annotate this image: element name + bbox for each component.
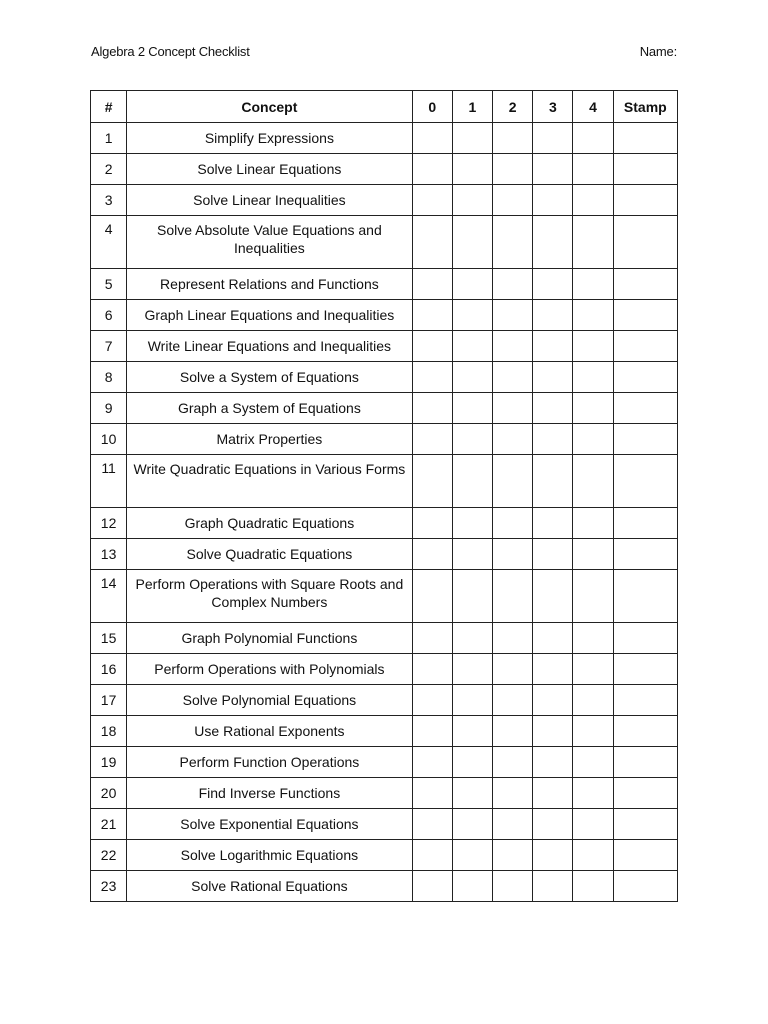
score-3-cell[interactable] xyxy=(533,778,573,809)
score-0-cell[interactable] xyxy=(412,685,452,716)
score-1-cell[interactable] xyxy=(452,716,492,747)
score-1-cell[interactable] xyxy=(452,809,492,840)
concept-cell: Solve Rational Equations xyxy=(127,871,412,902)
table-row xyxy=(91,747,678,778)
stamp-cell[interactable] xyxy=(613,154,677,185)
stamp-cell[interactable] xyxy=(613,300,677,331)
score-4-cell[interactable] xyxy=(573,871,613,902)
score-0-cell[interactable] xyxy=(412,778,452,809)
stamp-cell[interactable] xyxy=(613,840,677,871)
row-number: 10 xyxy=(91,424,127,455)
row-number: 16 xyxy=(91,654,127,685)
score-3-cell[interactable] xyxy=(533,570,573,623)
score-1-cell[interactable] xyxy=(452,269,492,300)
score-4-cell[interactable] xyxy=(573,393,613,424)
table-row xyxy=(91,123,678,154)
score-1-cell[interactable] xyxy=(452,539,492,570)
row-number: 19 xyxy=(91,747,127,778)
score-2-cell[interactable] xyxy=(493,840,533,871)
score-3-cell[interactable] xyxy=(533,331,573,362)
score-0-cell[interactable] xyxy=(412,570,452,623)
stamp-cell[interactable] xyxy=(613,871,677,902)
score-3-cell[interactable] xyxy=(533,716,573,747)
score-0-cell[interactable] xyxy=(412,300,452,331)
table-row xyxy=(91,455,678,508)
table-row xyxy=(91,185,678,216)
score-4-cell[interactable] xyxy=(573,424,613,455)
score-2-cell[interactable] xyxy=(493,654,533,685)
score-2-cell[interactable] xyxy=(493,269,533,300)
stamp-cell[interactable] xyxy=(613,778,677,809)
score-2-cell[interactable] xyxy=(493,154,533,185)
concept-cell: Solve Absolute Value Equations and Inequalities xyxy=(127,216,412,269)
score-0-cell[interactable] xyxy=(412,623,452,654)
concept-cell: Write Linear Equations and Inequalities xyxy=(127,331,412,362)
row-number: 12 xyxy=(91,508,127,539)
score-3-cell[interactable] xyxy=(533,185,573,216)
concept-cell: Graph Quadratic Equations xyxy=(127,508,412,539)
row-number: 3 xyxy=(91,185,127,216)
score-4-cell[interactable] xyxy=(573,623,613,654)
stamp-cell[interactable] xyxy=(613,331,677,362)
table-row xyxy=(91,871,678,902)
document-title: Algebra 2 Concept Checklist xyxy=(91,44,250,59)
score-0-cell[interactable] xyxy=(412,809,452,840)
score-3-cell[interactable] xyxy=(533,871,573,902)
score-2-cell[interactable] xyxy=(493,623,533,654)
score-0-cell[interactable] xyxy=(412,747,452,778)
table-row xyxy=(91,269,678,300)
score-2-cell[interactable] xyxy=(493,185,533,216)
score-4-cell[interactable] xyxy=(573,716,613,747)
row-number: 7 xyxy=(91,331,127,362)
concept-cell: Simplify Expressions xyxy=(127,123,412,154)
score-2-cell[interactable] xyxy=(493,747,533,778)
score-1-cell[interactable] xyxy=(452,455,492,508)
row-number: 9 xyxy=(91,393,127,424)
score-1-cell[interactable] xyxy=(452,123,492,154)
table-row xyxy=(91,570,678,623)
score-3-cell[interactable] xyxy=(533,508,573,539)
score-0-cell[interactable] xyxy=(412,216,452,269)
stamp-cell[interactable] xyxy=(613,362,677,393)
column-header-stamp: Stamp xyxy=(613,91,677,123)
table-row xyxy=(91,840,678,871)
score-4-cell[interactable] xyxy=(573,747,613,778)
concept-cell: Perform Operations with Polynomials xyxy=(127,654,412,685)
table-row xyxy=(91,623,678,654)
table-row xyxy=(91,300,678,331)
stamp-cell[interactable] xyxy=(613,185,677,216)
concept-cell: Write Quadratic Equations in Various Forms xyxy=(127,455,412,508)
score-3-cell[interactable] xyxy=(533,747,573,778)
score-0-cell[interactable] xyxy=(412,331,452,362)
score-3-cell[interactable] xyxy=(533,216,573,269)
row-number: 6 xyxy=(91,300,127,331)
stamp-cell[interactable] xyxy=(613,539,677,570)
score-2-cell[interactable] xyxy=(493,424,533,455)
score-1-cell[interactable] xyxy=(452,393,492,424)
concept-cell: Represent Relations and Functions xyxy=(127,269,412,300)
score-1-cell[interactable] xyxy=(452,362,492,393)
score-3-cell[interactable] xyxy=(533,685,573,716)
score-0-cell[interactable] xyxy=(412,871,452,902)
score-1-cell[interactable] xyxy=(452,185,492,216)
row-number: 14 xyxy=(91,570,127,623)
score-2-cell[interactable] xyxy=(493,455,533,508)
score-1-cell[interactable] xyxy=(452,154,492,185)
score-2-cell[interactable] xyxy=(493,778,533,809)
row-number: 8 xyxy=(91,362,127,393)
score-2-cell[interactable] xyxy=(493,362,533,393)
row-number: 13 xyxy=(91,539,127,570)
row-number: 23 xyxy=(91,871,127,902)
score-3-cell[interactable] xyxy=(533,393,573,424)
stamp-cell[interactable] xyxy=(613,269,677,300)
row-number: 1 xyxy=(91,123,127,154)
score-0-cell[interactable] xyxy=(412,840,452,871)
score-2-cell[interactable] xyxy=(493,216,533,269)
stamp-cell[interactable] xyxy=(613,809,677,840)
score-0-cell[interactable] xyxy=(412,539,452,570)
concept-cell: Find Inverse Functions xyxy=(127,778,412,809)
stamp-cell[interactable] xyxy=(613,393,677,424)
score-2-cell[interactable] xyxy=(493,871,533,902)
score-0-cell[interactable] xyxy=(412,362,452,393)
stamp-cell[interactable] xyxy=(613,623,677,654)
stamp-cell[interactable] xyxy=(613,685,677,716)
score-3-cell[interactable] xyxy=(533,623,573,654)
concept-cell: Solve Logarithmic Equations xyxy=(127,840,412,871)
score-3-cell[interactable] xyxy=(533,840,573,871)
score-2-cell[interactable] xyxy=(493,716,533,747)
score-2-cell[interactable] xyxy=(493,331,533,362)
score-3-cell[interactable] xyxy=(533,455,573,508)
row-number: 18 xyxy=(91,716,127,747)
score-0-cell[interactable] xyxy=(412,508,452,539)
score-2-cell[interactable] xyxy=(493,123,533,154)
score-0-cell[interactable] xyxy=(412,455,452,508)
score-1-cell[interactable] xyxy=(452,570,492,623)
score-2-cell[interactable] xyxy=(493,300,533,331)
stamp-cell[interactable] xyxy=(613,570,677,623)
stamp-cell[interactable] xyxy=(613,123,677,154)
row-number: 11 xyxy=(91,455,127,508)
row-number: 20 xyxy=(91,778,127,809)
concept-cell: Solve Quadratic Equations xyxy=(127,539,412,570)
score-0-cell[interactable] xyxy=(412,154,452,185)
score-3-cell[interactable] xyxy=(533,809,573,840)
score-3-cell[interactable] xyxy=(533,123,573,154)
name-label: Name: xyxy=(639,44,677,59)
score-4-cell[interactable] xyxy=(573,840,613,871)
score-4-cell[interactable] xyxy=(573,778,613,809)
concept-cell: Solve Linear Equations xyxy=(127,154,412,185)
concept-cell: Perform Operations with Square Roots and Complex Numbers xyxy=(127,570,412,623)
concept-cell: Graph a System of Equations xyxy=(127,393,412,424)
concept-cell: Use Rational Exponents xyxy=(127,716,412,747)
score-1-cell[interactable] xyxy=(452,216,492,269)
table-row xyxy=(91,809,678,840)
stamp-cell[interactable] xyxy=(613,424,677,455)
score-3-cell[interactable] xyxy=(533,362,573,393)
stamp-cell[interactable] xyxy=(613,216,677,269)
table-header-row xyxy=(91,91,678,123)
score-1-cell[interactable] xyxy=(452,840,492,871)
score-4-cell[interactable] xyxy=(573,362,613,393)
score-4-cell[interactable] xyxy=(573,570,613,623)
row-number: 21 xyxy=(91,809,127,840)
score-4-cell[interactable] xyxy=(573,654,613,685)
score-2-cell[interactable] xyxy=(493,393,533,424)
score-1-cell[interactable] xyxy=(452,331,492,362)
table-row xyxy=(91,362,678,393)
score-0-cell[interactable] xyxy=(412,424,452,455)
score-3-cell[interactable] xyxy=(533,539,573,570)
column-header-score-2: 2 xyxy=(493,91,533,123)
row-number: 22 xyxy=(91,840,127,871)
score-0-cell[interactable] xyxy=(412,123,452,154)
concept-checklist-table xyxy=(90,90,678,902)
stamp-cell[interactable] xyxy=(613,716,677,747)
row-number: 17 xyxy=(91,685,127,716)
table-row xyxy=(91,393,678,424)
column-header-concept: Concept xyxy=(127,91,412,123)
score-2-cell[interactable] xyxy=(493,508,533,539)
stamp-cell[interactable] xyxy=(613,508,677,539)
score-1-cell[interactable] xyxy=(452,778,492,809)
stamp-cell[interactable] xyxy=(613,455,677,508)
column-header-score-3: 3 xyxy=(533,91,573,123)
table-row xyxy=(91,539,678,570)
score-4-cell[interactable] xyxy=(573,269,613,300)
score-4-cell[interactable] xyxy=(573,216,613,269)
score-4-cell[interactable] xyxy=(573,154,613,185)
concept-cell: Solve a System of Equations xyxy=(127,362,412,393)
score-0-cell[interactable] xyxy=(412,654,452,685)
concept-cell: Graph Polynomial Functions xyxy=(127,623,412,654)
concept-cell: Graph Linear Equations and Inequalities xyxy=(127,300,412,331)
score-3-cell[interactable] xyxy=(533,300,573,331)
score-1-cell[interactable] xyxy=(452,300,492,331)
score-0-cell[interactable] xyxy=(412,393,452,424)
table-row xyxy=(91,424,678,455)
score-4-cell[interactable] xyxy=(573,539,613,570)
table-row xyxy=(91,154,678,185)
row-number: 4 xyxy=(91,216,127,269)
score-3-cell[interactable] xyxy=(533,154,573,185)
score-0-cell[interactable] xyxy=(412,269,452,300)
score-4-cell[interactable] xyxy=(573,508,613,539)
table-row xyxy=(91,654,678,685)
table-row xyxy=(91,716,678,747)
score-1-cell[interactable] xyxy=(452,747,492,778)
score-4-cell[interactable] xyxy=(573,455,613,508)
score-4-cell[interactable] xyxy=(573,185,613,216)
column-header-score-0: 0 xyxy=(412,91,452,123)
score-4-cell[interactable] xyxy=(573,685,613,716)
row-number: 15 xyxy=(91,623,127,654)
concept-cell: Solve Linear Inequalities xyxy=(127,185,412,216)
table-row xyxy=(91,331,678,362)
score-1-cell[interactable] xyxy=(452,654,492,685)
concept-cell: Solve Polynomial Equations xyxy=(127,685,412,716)
score-3-cell[interactable] xyxy=(533,269,573,300)
score-4-cell[interactable] xyxy=(573,809,613,840)
column-header-score-4: 4 xyxy=(573,91,613,123)
column-header-number: # xyxy=(91,91,127,123)
concept-cell: Matrix Properties xyxy=(127,424,412,455)
score-4-cell[interactable] xyxy=(573,331,613,362)
score-3-cell[interactable] xyxy=(533,424,573,455)
score-2-cell[interactable] xyxy=(493,809,533,840)
row-number: 5 xyxy=(91,269,127,300)
score-4-cell[interactable] xyxy=(573,123,613,154)
score-3-cell[interactable] xyxy=(533,654,573,685)
score-1-cell[interactable] xyxy=(452,623,492,654)
table-row xyxy=(91,508,678,539)
row-number: 2 xyxy=(91,154,127,185)
score-1-cell[interactable] xyxy=(452,685,492,716)
table-row xyxy=(91,778,678,809)
score-1-cell[interactable] xyxy=(452,871,492,902)
score-1-cell[interactable] xyxy=(452,508,492,539)
score-1-cell[interactable] xyxy=(452,424,492,455)
score-2-cell[interactable] xyxy=(493,539,533,570)
score-4-cell[interactable] xyxy=(573,300,613,331)
table-row xyxy=(91,216,678,269)
concept-cell: Perform Function Operations xyxy=(127,747,412,778)
table-row xyxy=(91,685,678,716)
stamp-cell[interactable] xyxy=(613,747,677,778)
score-0-cell[interactable] xyxy=(412,716,452,747)
score-2-cell[interactable] xyxy=(493,570,533,623)
concept-cell: Solve Exponential Equations xyxy=(127,809,412,840)
column-header-score-1: 1 xyxy=(452,91,492,123)
stamp-cell[interactable] xyxy=(613,654,677,685)
score-2-cell[interactable] xyxy=(493,685,533,716)
score-0-cell[interactable] xyxy=(412,185,452,216)
